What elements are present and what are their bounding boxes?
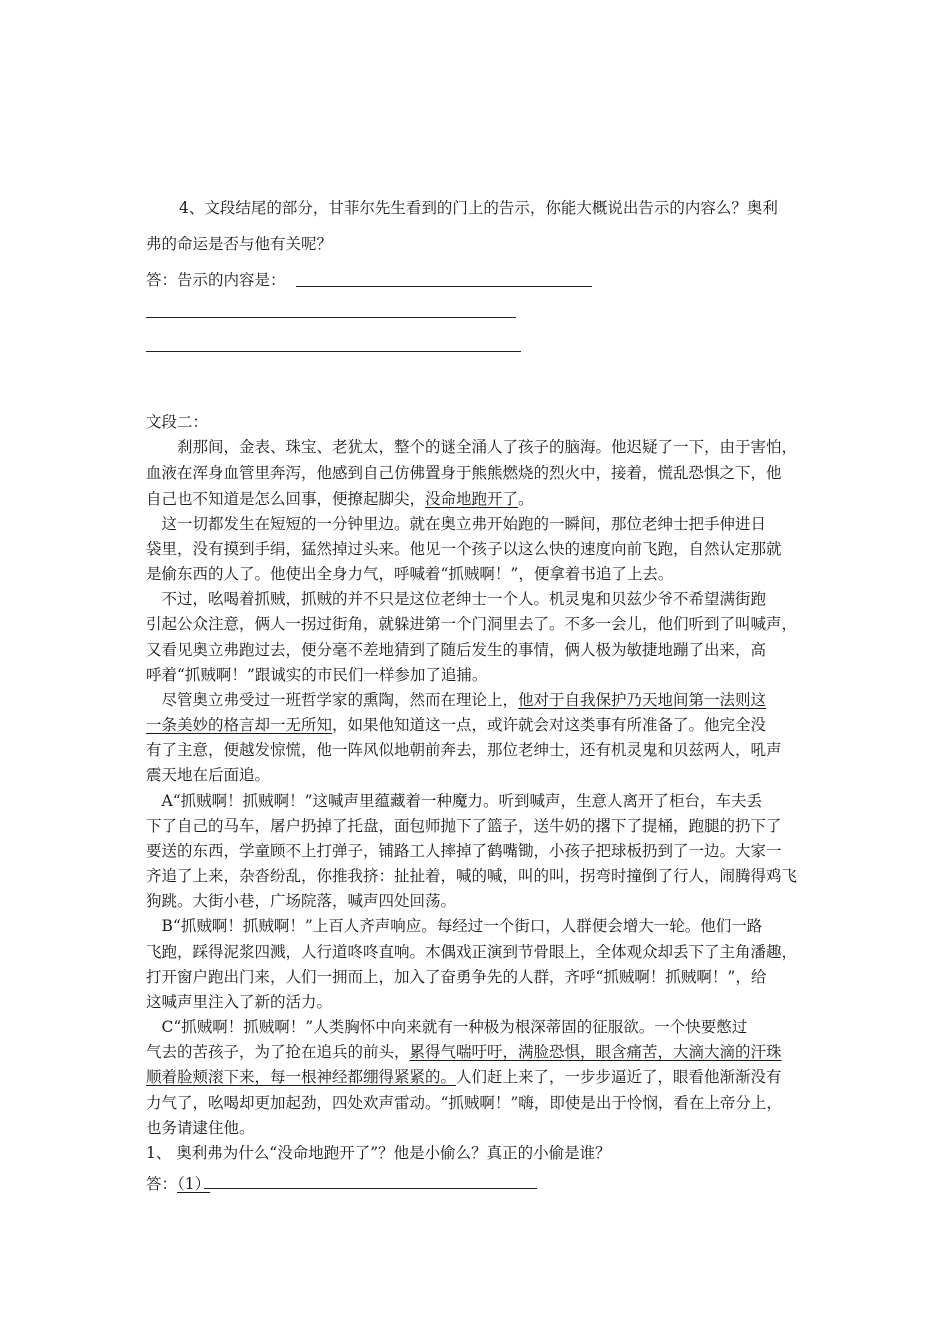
answer-number: （1）: [177, 1175, 211, 1193]
paragraph-line: [146, 715, 766, 735]
paragraph-line: 血液在浑身血管里奔泻，他感到自己仿佛置身于熊熊燃烧的烈火中，接着，慌乱恐惧之下，他: [146, 464, 782, 482]
answer-blank-line[interactable]: [296, 286, 592, 287]
text-span: 自己也不知道是怎么回事，便撩起脚尖，: [146, 490, 426, 508]
underlined-phrase: 一条美妙的格言却一无所知: [146, 716, 333, 734]
paragraph-line: 震天地在后面追。: [146, 766, 271, 784]
question-4-line-2: 弗的命运是否与他有关呢？: [146, 235, 333, 253]
text-span: ，如果他知道这一点，或许就会对这类事有所准备了。他完全没: [332, 716, 767, 734]
paragraph-line: B“抓贼啊！抓贼啊！”上百人齐声响应。每经过一个街口，人群便会增大一轮。他们一路: [146, 917, 763, 935]
paragraph-line: 引起公众注意，俩人一拐过街角，就躲进第一个门洞里去了。不多一会儿，他们听到了叫喊声，: [146, 615, 798, 633]
paragraph-line: 又看见奥立弗跑过去，便分毫不差地猜到了随后发生的事情，俩人极为敏捷地蹦了出来，高: [146, 641, 767, 659]
underlined-phrase: 他对于自我保护乃天地间第一法则这: [518, 691, 767, 709]
paragraph-line: 也务请逮住他。: [146, 1119, 255, 1137]
paragraph-line: 力气了，吆喝却更加起劲，四处欢声雷动。“抓贼啊！”嗨，即使是出于怜悯，看在上帝分上，: [146, 1094, 782, 1112]
paragraph-line: 狗跳。大街小巷，广场院落，喊声四处回荡。: [146, 892, 457, 910]
answer-blank-line[interactable]: [204, 1188, 537, 1189]
answer-label: 答：: [146, 1175, 178, 1193]
paragraph-line: 是偷东西的人了。他使出全身力气，呼喊着“抓贼啊！”，便拿着书追了上去。: [146, 565, 674, 583]
text-span: 。: [518, 490, 534, 508]
paragraph-line: 飞跑，踩得泥浆四溅，人行道咚咚直响。木偶戏正演到节骨眼上，全体观众却丢下了主角潘趣，: [146, 943, 798, 961]
question-1-answer: [146, 1174, 210, 1194]
paragraph-line: [146, 690, 766, 710]
paragraph-line: C“抓贼啊！抓贼啊！”人类胸怀中向来就有一种极为根深蒂固的征服欲。一个快要憋过: [146, 1018, 748, 1036]
answer-blank-line[interactable]: [146, 351, 521, 352]
text-span: 尽管奥立弗受过一班哲学家的熏陶，然而在理论上，: [146, 691, 519, 709]
paragraph-line: [146, 1067, 782, 1087]
underlined-phrase: 顺着脸颊滚下来，每一根神经都绷得紧紧的。: [146, 1068, 457, 1086]
question-1: 1、 奥利弗为什么“没命地跑开了”？他是小偷么？真正的小偷是谁？: [146, 1144, 611, 1162]
underlined-phrase: 没命地跑开了: [425, 490, 519, 508]
answer-blank-line[interactable]: [146, 317, 516, 318]
paragraph-line: [146, 489, 534, 509]
paragraph-line: 这一切都发生在短短的一分钟里边。就在奥立弗开始跑的一瞬间，那位老绅士把手伸进日: [146, 515, 767, 533]
paragraph-line: 打开窗户跑出门来，人们一拥而上，加入了奋勇争先的人群，齐呼“抓贼啊！抓贼啊！”，给: [146, 968, 767, 986]
paragraph-line: [146, 1042, 782, 1062]
question-4-answer-label: 答：告示的内容是：: [146, 271, 286, 289]
paragraph-line: 齐追了上来，杂沓纷乱，你推我挤：扯扯着，喊的喊，叫的叫，拐弯时撞倒了行人，闹腾得鸡飞: [146, 867, 798, 885]
text-span: 人们赶上来了，一步步逼近了，眼看他渐渐没有: [456, 1068, 782, 1086]
text-span: 气去的苦孩子，为了抢在追兵的前头，: [146, 1043, 410, 1061]
paragraph-line: 呼着“抓贼啊！”跟诚实的市民们一样参加了追捕。: [146, 666, 488, 684]
section-heading: 文段二：: [146, 413, 209, 431]
question-4-line-1: 4、文段结尾的部分，甘菲尔先生看到的门上的告示，你能大概说出告示的内容么？奥利: [179, 199, 778, 217]
paragraph-line: 袋里，没有摸到手绢，猛然掉过头来。他见一个孩子以这么快的速度向前飞跑，自然认定那就: [146, 540, 782, 558]
paragraph-line: 这喊声里注入了新的活力。: [146, 993, 333, 1011]
paragraph-line: 有了主意，便越发惊慌，他一阵风似地朝前奔去，那位老绅士，还有机灵鬼和贝兹两人，吼声: [146, 741, 782, 759]
paragraph-line: 不过，吆喝着抓贼，抓贼的并不只是这位老绅士一个人。机灵鬼和贝兹少爷不希望满街跑: [146, 590, 767, 608]
paragraph-line: A“抓贼啊！抓贼啊！”这喊声里蕴藏着一种魔力。听到喊声，生意人离开了柜台，车夫丢: [146, 792, 763, 810]
paragraph-line: 刹那间，金表、珠宝、老犹太，整个的谜全涌人了孩子的脑海。他迟疑了一下，由于害怕，: [146, 438, 798, 456]
paragraph-line: 要送的东西，学童顾不上打弹子，铺路工人摔掉了鹤嘴锄，小孩子把球板扔到了一边。大家一: [146, 842, 782, 860]
paragraph-line: 下了自己的马车，屠户扔掉了托盘，面包师抛下了篮子，送牛奶的撂下了提桶，跑腿的扔下了: [146, 817, 782, 835]
underlined-phrase: 累得气喘吁吁，满脸恐惧，眼含痛苦，大滴大滴的汗珠: [409, 1043, 782, 1061]
